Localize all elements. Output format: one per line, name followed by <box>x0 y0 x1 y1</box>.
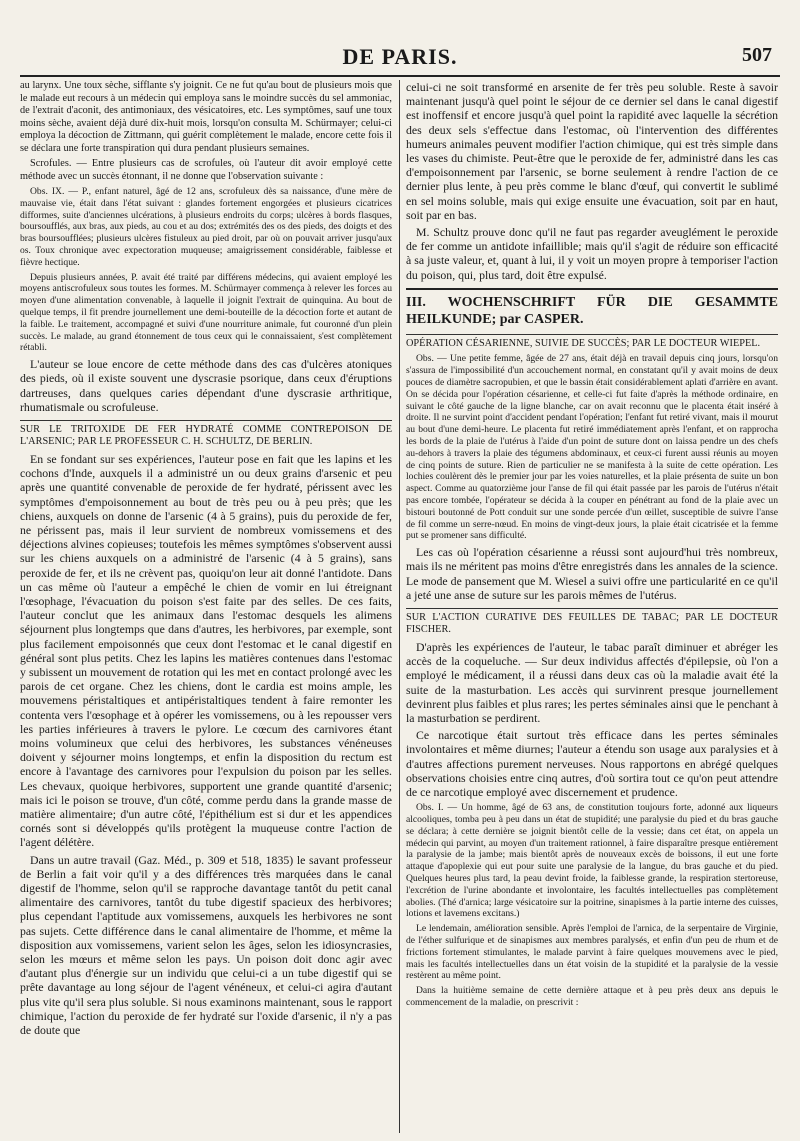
header-rule <box>20 75 780 77</box>
paragraph: D'après les expériences de l'auteur, le tabac paraît diminuer et abréger les accès de la coqueluche. — Sur deux individus affectés d'épilepsie, où l'on a employé le médicament, il a réussi dans deux cas où la maladie avait été la suite de la masturbation. Les accès qui survinrent presque journellement devinrent plus faibles et plus rares; les pertes séminales ainsi que le penchant à la masturbation se perdirent. <box>406 639 778 725</box>
paragraph: au larynx. Une toux sèche, sifflante s'y joignit. Ce ne fut qu'au bout de plusieurs mois que le malade eut recours à un médecin qui employa sans le moindre succès du sel ammoniac, de l'extrait d'aconit, des antimoniaux, des vésicatoires, etc. Les symptômes, sauf une toux moins sèche, avaient déjà duré dix-huit mois, lorsqu'on consulta M. Schürmayer; celui-ci employa la décoction de Zittmann, qui guérit complètement le malade, encore cette fois il se déclara une forte transpiration qui dura pendant plusieurs semaines. <box>20 80 392 154</box>
paragraph: Dans un autre travail (Gaz. Méd., p. 309 et 518, 1835) le savant professeur de Berlin a fait voir qu'il y a des différences très marquées dans le canal digestif de l'homme, selon qu'il se rapproche davantage tantôt du petit canal alimentaire des carnivores, tantôt du tube digestif spacieux des herbivores; plus cependant l'aptitude aux vomissemens, auxquels les herbivores ne sont pas sujets. Cette différence dans le canal alimentaire de l'homme, et même la disposition aux vomissemens, varient selon les âges, selon les idiosyncrasies, selon les mœurs et même selon les pays. Un poison doit donc agir avec d'autant plus d'énergie sur un individu que celui-ci a un tube digestif qui se prête davantage au long séjour de l'agent vénéneux, et celui-ci agira d'autant plus vite qu'il sera plus soluble. Si nous examinons maintenant, sous le rapport chimique, l'action du peroxide de fer hydraté sur l'oxide d'arsenic, il n'y a pas de doute que <box>20 852 392 1038</box>
page-number: 507 <box>742 44 772 66</box>
two-column-body <box>20 80 780 1133</box>
paragraph: En se fondant sur ses expériences, l'auteur pose en fait que les lapins et les cochons d'Inde, auxquels il a administré un ou deux grains d'arsenic et peu après une quantité convenable de peroxide de fer hydraté, périssent avec les symptômes d'empoisonnement au bout de très peu ou à peu près; que les chiens, auxquels on donne de l'arsenic (4 à 5 grains), puis du peroxide de fer, ne périssent pas, mais il leur survient de nombreux vomissemens et des déjections alvines copieuses; toutefois les mêmes symptômes s'observent aussi sur les chiens auxquels on a administré de l'arsenic (4 à 5 grains), sans peroxide de fer, et ils ne crèvent pas, quoiqu'on leur ait donné l'antidote. Dans un cas même où l'auteur a empêché le chien de vomir en lui étreignant l'œsophage, l'évacuation du poison s'est faite par des selles. De ces faits, l'auteur conclut que les animaux dans l'estomac desquels les alimens séjournent plus longtemps que dans d'autres, les herbivores, par exemple, sont plus facilement empoisonnés que ceux dont l'estomac et le canal digestif en général sont plus petits. Chez les lapins les matières contenues dans l'estomac y subissent un mouvement de rotation qui les met en contact prolongé avec les parois de cet organe. Chez les chiens, dont le cardia est moins ample, les mouvemens péristaltiques et antipéristaltiques tendent à faire remonter les contenta vers l'œsophage et à opérer les vomissemens, ou à les repousser vers les parties inférieures à travers le pylore. Le cœcum des carnivores étant moins volumineux que celui des herbivores, les substances vénéneuses doivent y séjourner moins longtemps, et enfin la disposition du rectum est encore à l'avantage des carnivores pour l'expulsion du poison par les selles. Les chevaux, quoique herbivores, supportent une grande quantité d'arsenic; mais ici le poison se trouve, d'un côté, comme perdu dans la grande masse de matière alimentaire; d'un autre côté, l'épithélium est si dur et les appendices cornés sont si développés qu'ils protègent la muqueuse contre l'action de l'agent délétère. <box>20 451 392 850</box>
paragraph: Ce narcotique était surtout très efficace dans les pertes séminales involontaires et même diurnes; l'auteur a étendu son usage aux paralysies et à d'autres affections purement nerveuses. Nous rapportons en abrégé quelques observations choisies entre cinq autres, d'où sortira tout ce qu'on peut attendre de ce narcotique employé avec discernement et prudence. <box>406 728 778 799</box>
section-heading: III. WOCHENSCHRIFT FÜR DIE GESAMMTE HEILKUNDE; par CASPER. <box>406 288 778 328</box>
paragraph: Les cas où l'opération césarienne a réussi sont aujourd'hui très nombreux, mais ils ne méritent pas moins d'être enregistrés dans les annales de la science. Le mode de pansement que M. Wiesel a suivi offre une particularité en ce qu'il a jeté une anse de suture sur les parois mêmes de l'utérus. <box>406 545 778 602</box>
article-heading: SUR L'ACTION CURATIVE DES FEUILLES DE TABAC; PAR LE DOCTEUR FISCHER. <box>406 608 778 637</box>
left-column <box>20 80 392 1133</box>
observation-paragraph: Obs. I. — Un homme, âgé de 63 ans, de constitution toujours forte, adonné aux liqueurs alcooliques, tomba peu à peu dans un état de stupidité; une paralysie du pied et du bras gauche se déclara; à cette dernière se joignit bientôt celle de la vessie; dans cet état, on appela un médecin qui parvint, au moyen d'un traitement rationnel, à faire disparaître presque entièrement la paralysie de la jambe; mais bientôt après de nouveaux excès de boissons, il eut une forte attaque d'apoplexie qui eut pour suite une paralysie de la langue, du bras gauche et du pied. Quelques heures plus tard, la peau devint froide, la faiblesse grande, la respiration stertoreuse, l'excrétion de l'urine abondante et involontaire, les facultés intellectuelles pas complètement abolies. (Thé d'arnica; large vésicatoire sur la poitrine, sinapismes à la partie interne des cuisses, lotions et lavemens excitans.) <box>406 802 778 920</box>
paragraph: L'auteur se loue encore de cette méthode dans des cas d'ulcères atoniques des pieds, où il existe souvent une dyscrasie psorique, dans ceux d'éruptions dartreuses, dans quelques caries dépendant d'une dyscrasie arthritique, rhumatismale ou scrofuleuse. <box>20 357 392 414</box>
paragraph: M. Schultz prouve donc qu'il ne faut pas regarder aveuglément le peroxide de fer comme un antidote infaillible; mais qu'il s'agit de réduire son efficacité à sa juste valeur, et, quant à lui, il y voit un moyen propre à temporiser l'action du poison, qui, plus tard, doit être expulsé. <box>406 225 778 282</box>
article-heading: OPÉRATION CÉSARIENNE, SUIVIE DE SUCCÈS; PAR LE DOCTEUR WIEPEL. <box>406 334 778 351</box>
observation-paragraph: Depuis plusieurs années, P. avait été traité par différens médecins, qui avaient employé les moyens antiscrofuleux sous toutes les formes. M. Schürmayer commença à relever les forces au moyen d'une alimentation convenable, à laquelle il joignit l'extrait de quinquina. Au bout de quelque temps, il fit prendre journellement une demi-bouteille de la décoction forte et autant de la faible. Le traitement, accompagné et suivi d'une nourriture animale, fut couronné d'un plein succès. Le malade, au grand étonnement de tous ceux qui le connaissaient, s'est complètement rétabli. <box>20 271 392 354</box>
running-title: DE PARIS. <box>342 44 458 69</box>
paragraph: celui-ci ne soit transformé en arsenite de fer très peu soluble. Reste à savoir maintenant jusqu'à quel point le séjour de ce dernier sel dans le canal digestif est inoffensif et encore jusqu'à quel point la rapidité avec laquelle la sécrétion des deux sels s'effectue dans l'estomac, où l'intervention des différentes humeurs animales peuvent modifier l'action chimique, qui est très simple dans les vases du chimiste. Peut-être que le peroxide de fer, administré dans les cas d'empoisonnement par l'arsenic, se borne seulement à rendre l'action de ce dernier plus lente, à peu près comme le blanc d'œuf, qui convertit le sublimé en sel moins soluble, mais qui exige ensuite une évacuation, soit par en haut, soit par en bas. <box>406 80 778 222</box>
observation-paragraph: Obs. — Une petite femme, âgée de 27 ans, était déjà en travail depuis cinq jours, lorsqu'on s'assura de l'impossibilité d'un accouchement normal, en constatant qu'il y avait moins de deux pouces de diamètre sacropubien, et que le bassin était considérablement aplati d'arrière en avant. On se décida pour l'opération césarienne, et celle-ci fut faite d'après la méthode ordinaire, en suivant le côté gauche de la ligne blanche, car on avait reconnu que le placenta était inséré à droite. Il ne survint point d'accident pendant l'opération; l'enfant fut retiré vivant, mais il mourut au bout d'une demi-heure. Le placenta fut retiré immédiatement après l'enfant, et on rapprocha les bords de la plaie de l'utérus à l'aide d'un point de suture dont on laissa pendre un des chefs au-dehors à travers la plaie des tégumens abdominaux, et ceux-ci furent aussi réunis au moyen de cinq points de suture. Rien de particulier ne se manifesta à la suite de cette opération. Les lochies coulèrent dès le premier jour par les voies naturelles, et la plaie présenta de suite un bon aspect. Comme au quatorzième jour l'anse de fil qui était passée par les parois de l'utérus n'était pas encore tombée, l'opérateur se décida à la couper en pénétrant au fond de la plaie avec un bistouri boutonné de Pott conduit sur une sonde percée d'un œillet, susceptible de suivre l'anse de fil comme un serre-nœud. En moins de vingt-deux jours, la plaie était cicatrisée et la femme put se promener sans difficulté. <box>406 353 778 542</box>
column-rule <box>399 80 400 1133</box>
observation-paragraph: Obs. IX. — P., enfant naturel, âgé de 12 ans, scrofuleux dès sa naissance, d'une mère de mauvaise vie, était dans l'état suivant : glandes fortement engorgées et plusieurs cicatrices difformes, suite d'anciennes ulcérations, à plusieurs endroits du corps; ulcères à bords flasques, boursoufflés, aux bras, aux pieds, au cou et au dos; extrémités des os des pieds, des doigts et des bras boursoufflées; plusieurs ulcères fistuleux au pied droit, par où on pouvait arriver jusqu'aux os. Toux chronique avec expectoration muqueuse; amaigrissement considérable, faiblesse et fièvre hectique. <box>20 186 392 268</box>
observation-paragraph: Dans la huitième semaine de cette dernière attaque et à peu près deux ans depuis le commencement de la maladie, on prescrivit : <box>406 985 778 1008</box>
observation-paragraph: Le lendemain, amélioration sensible. Après l'emploi de l'arnica, de la serpentaire de Virginie, de l'éther sulfurique et de sinapismes aux membres paralysés, et enfin d'un peu de rhum et de frictions fortement stimulantes, le malade parvint à faire quelques mouvemens avec le pied, mais les facultés intellectuelles dans un état voisin de la stupidité et la paralysie de la vessie restèrent au même point. <box>406 923 778 982</box>
article-heading: SUR LE TRITOXIDE DE FER HYDRATÉ COMME CONTREPOISON DE L'ARSENIC; PAR LE PROFESSEUR C. H. SCHULTZ, DE BERLIN. <box>20 420 392 449</box>
right-column <box>406 80 778 1133</box>
paragraph: Scrofules. — Entre plusieurs cas de scrofules, où l'auteur dit avoir employé cette méthode avec un succès étonnant, il ne donne que l'observation suivante : <box>20 158 392 182</box>
page-header <box>20 0 780 74</box>
